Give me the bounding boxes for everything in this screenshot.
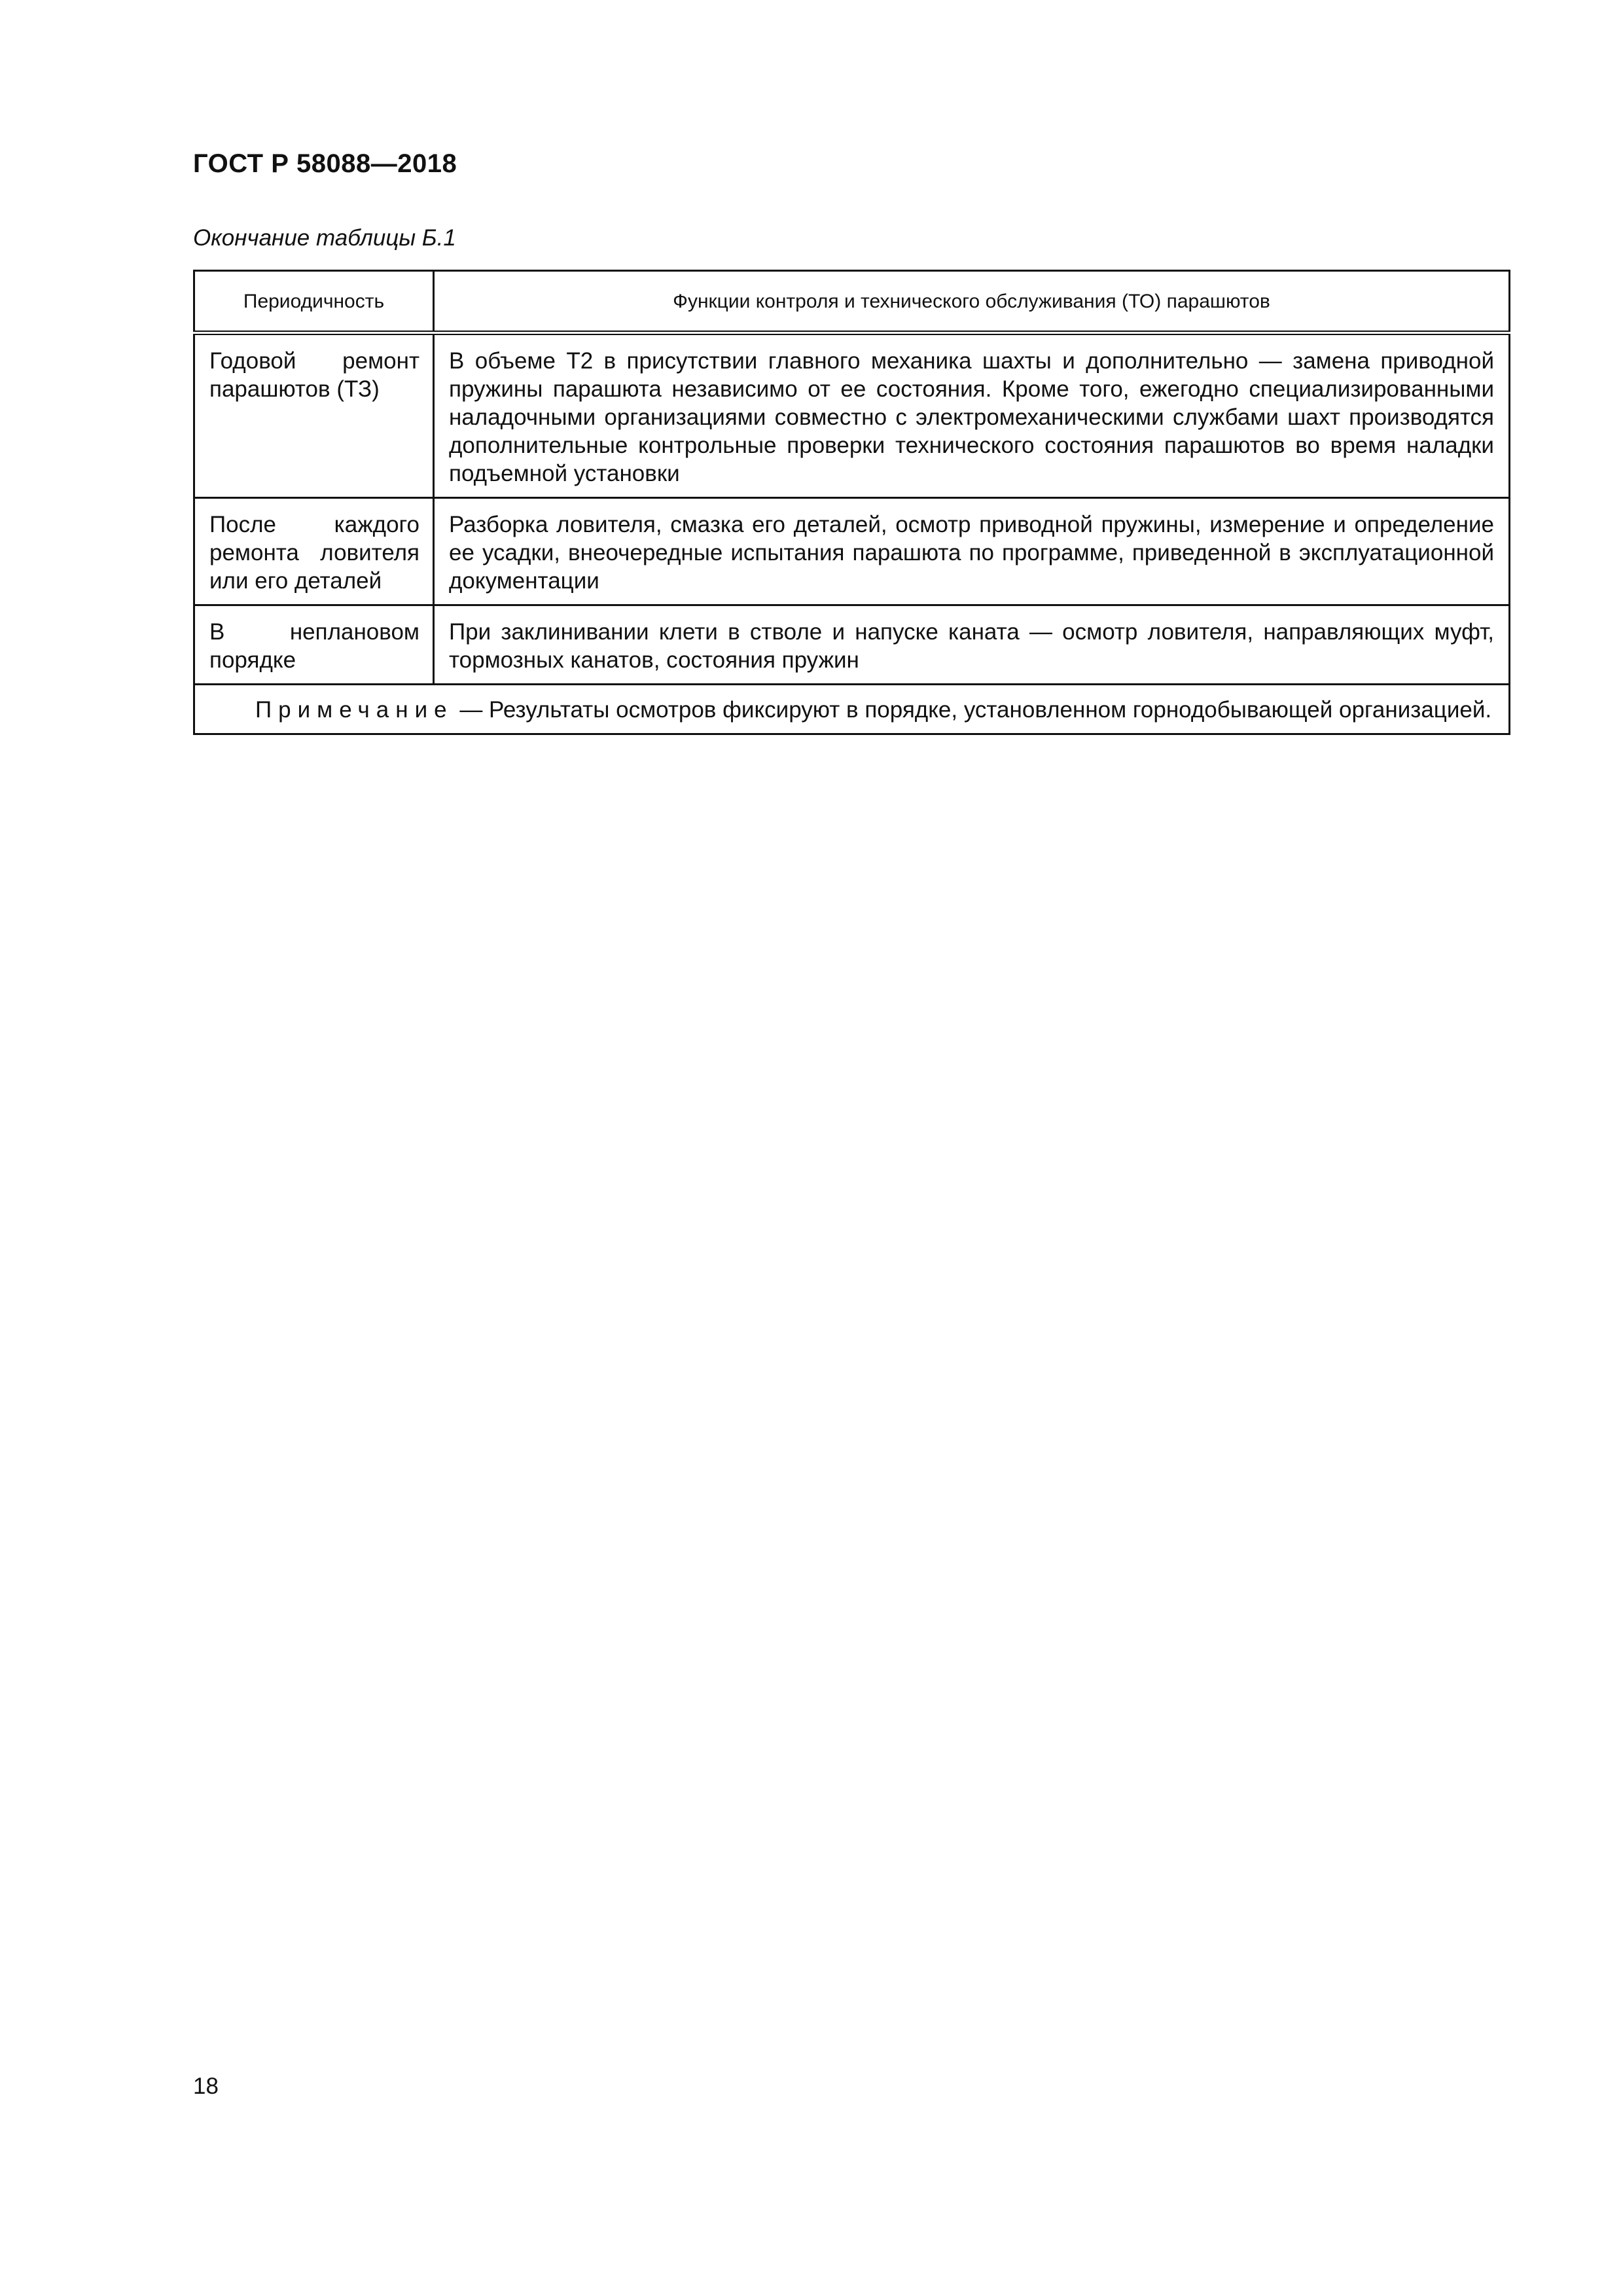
period-cell: В неплановом порядке bbox=[194, 605, 434, 685]
table-row bbox=[194, 333, 1510, 498]
column-header-functions: Функции контроля и технического обслуживания (ТО) парашютов bbox=[434, 271, 1510, 333]
period-cell: После каждого ремонта ловителя или его деталей bbox=[194, 498, 434, 605]
column-header-period: Периодичность bbox=[194, 271, 434, 333]
table-caption: Окончание таблицы Б.1 bbox=[193, 225, 456, 251]
table-row bbox=[194, 605, 1510, 685]
function-cell: При заклинивании клети в стволе и напуске каната — осмотр ловителя, направляющих муфт, тормозных канатов, состояния пружин bbox=[434, 605, 1510, 685]
function-cell: Разборка ловителя, смазка его деталей, осмотр приводной пружины, измерение и определение ее усадки, внеочередные испытания парашюта по программе, приведенной в эксплуатационной документации bbox=[434, 498, 1510, 605]
table-note-row bbox=[194, 685, 1510, 734]
function-cell: В объеме Т2 в присутствии главного механика шахты и дополнительно — замена приводной пружины парашюта независимо от ее состояния. Кроме того, ежегодно специализированными наладочными организациями совместно с электромеханическими службами шахт производятся дополнительные контрольные проверки технического состояния парашютов во время наладки подъемной установки bbox=[434, 333, 1510, 498]
maintenance-table bbox=[193, 270, 1510, 735]
note-text: — Результаты осмотров фиксируют в порядке, установленном горнодобывающей организацией. bbox=[453, 697, 1492, 723]
document-code: ГОСТ Р 58088—2018 bbox=[193, 149, 457, 178]
table-row bbox=[194, 498, 1510, 605]
table-note bbox=[194, 685, 1510, 734]
table-header-row bbox=[194, 271, 1510, 333]
note-label: Примечание bbox=[255, 697, 454, 723]
period-cell: Годовой ремонт парашютов (ТЗ) bbox=[194, 333, 434, 498]
page-number: 18 bbox=[193, 2073, 219, 2099]
